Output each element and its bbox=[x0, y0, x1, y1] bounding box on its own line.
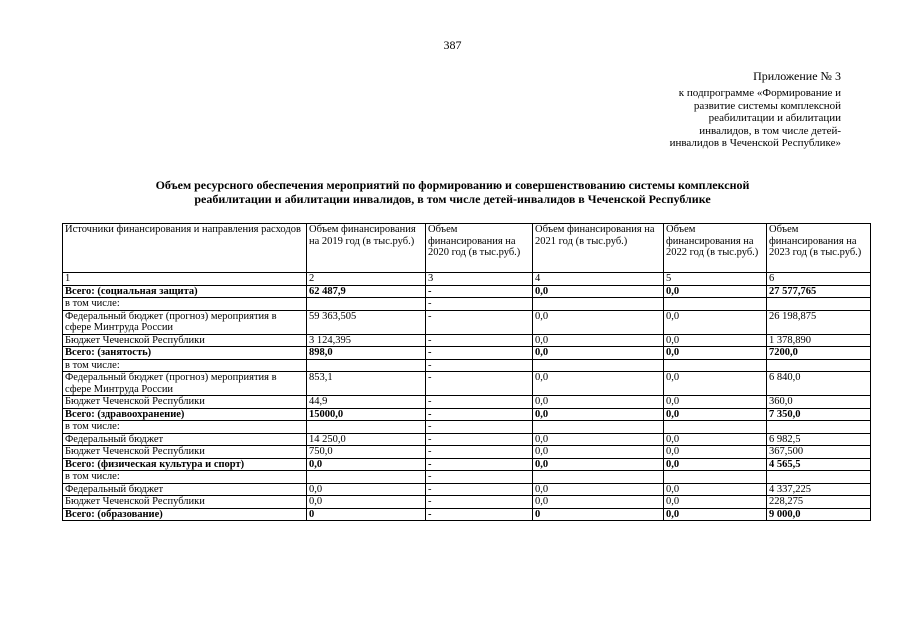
table-header-cell: Объем финансирования на 2020 год (в тыс.руб.) bbox=[426, 224, 533, 273]
value-cell: 59 363,505 bbox=[307, 310, 426, 334]
value-cell bbox=[664, 298, 767, 311]
value-cell: 0,0 bbox=[664, 396, 767, 409]
value-cell: - bbox=[426, 496, 533, 509]
table-row bbox=[63, 408, 871, 421]
value-cell: - bbox=[426, 310, 533, 334]
table-number-row bbox=[63, 273, 871, 286]
value-cell bbox=[767, 359, 871, 372]
value-cell: 0 bbox=[307, 508, 426, 521]
value-cell: - bbox=[426, 483, 533, 496]
value-cell: 228,275 bbox=[767, 496, 871, 509]
appendix-line: реабилитации и абилитации bbox=[708, 112, 841, 124]
appendix-line: развитие системы комплексной bbox=[693, 99, 841, 112]
appendix-line: инвалидов, в том числе детей- bbox=[699, 124, 841, 137]
value-cell: 0,0 bbox=[664, 496, 767, 509]
value-cell: 4 337,225 bbox=[767, 483, 871, 496]
value-cell: 0,0 bbox=[307, 458, 426, 471]
value-cell bbox=[307, 359, 426, 372]
table-row bbox=[63, 396, 871, 409]
appendix-title: Приложение № 3 bbox=[753, 69, 841, 83]
row-label-cell: Федеральный бюджет (прогноз) мероприятия в сфере Минтруда России bbox=[63, 372, 307, 396]
value-cell bbox=[767, 471, 871, 484]
value-cell bbox=[664, 421, 767, 434]
value-cell: 0,0 bbox=[533, 446, 664, 459]
value-cell: 367,500 bbox=[767, 446, 871, 459]
table-header-cell: Объем финансирования на 2021 год (в тыс.руб.) bbox=[533, 224, 664, 273]
row-label-cell: Бюджет Чеченской Республики bbox=[63, 446, 307, 459]
value-cell: - bbox=[426, 458, 533, 471]
row-label-cell: в том числе: bbox=[63, 471, 307, 484]
value-cell bbox=[307, 421, 426, 434]
row-label-cell: Федеральный бюджет bbox=[63, 433, 307, 446]
table-header-row bbox=[63, 224, 871, 273]
value-cell: 0,0 bbox=[664, 433, 767, 446]
value-cell: 0,0 bbox=[307, 496, 426, 509]
value-cell: 14 250,0 bbox=[307, 433, 426, 446]
table-row bbox=[63, 483, 871, 496]
value-cell: 898,0 bbox=[307, 347, 426, 360]
table-row bbox=[63, 285, 871, 298]
table-row bbox=[63, 496, 871, 509]
row-label-cell: в том числе: bbox=[63, 421, 307, 434]
appendix-line: инвалидов в Чеченской Республике» bbox=[669, 137, 841, 149]
value-cell: - bbox=[426, 372, 533, 396]
column-number-cell: 6 bbox=[767, 273, 871, 286]
table-row bbox=[63, 372, 871, 396]
value-cell: 0,0 bbox=[533, 347, 664, 360]
value-cell: 0,0 bbox=[533, 396, 664, 409]
value-cell bbox=[307, 298, 426, 311]
funding-table-body bbox=[63, 224, 871, 521]
value-cell: 3 124,395 bbox=[307, 334, 426, 347]
value-cell bbox=[767, 298, 871, 311]
document-title bbox=[60, 179, 845, 206]
value-cell: 0,0 bbox=[664, 483, 767, 496]
document-title-line: реабилитации и абилитации инвалидов, в том числе детей-инвалидов в Чеченской Республике bbox=[194, 191, 711, 206]
table-row bbox=[63, 446, 871, 459]
value-cell: 853,1 bbox=[307, 372, 426, 396]
value-cell: 0,0 bbox=[533, 285, 664, 298]
value-cell: - bbox=[426, 471, 533, 484]
value-cell: 0,0 bbox=[307, 483, 426, 496]
column-number-cell: 5 bbox=[664, 273, 767, 286]
value-cell: - bbox=[426, 298, 533, 311]
document-title-line: Объем ресурсного обеспечения мероприятий по формированию и совершенствованию системы комплексной bbox=[155, 178, 750, 192]
value-cell bbox=[664, 359, 767, 372]
row-label-cell: Федеральный бюджет bbox=[63, 483, 307, 496]
row-label-cell: Бюджет Чеченской Республики bbox=[63, 396, 307, 409]
row-label-cell: Федеральный бюджет (прогноз) мероприятия в сфере Минтруда России bbox=[63, 310, 307, 334]
table-row bbox=[63, 471, 871, 484]
value-cell: 0,0 bbox=[664, 334, 767, 347]
table-row bbox=[63, 334, 871, 347]
appendix-subtitle bbox=[611, 87, 841, 150]
row-label-cell: Всего: (занятость) bbox=[63, 347, 307, 360]
value-cell: - bbox=[426, 433, 533, 446]
value-cell: 0,0 bbox=[533, 310, 664, 334]
value-cell: 15000,0 bbox=[307, 408, 426, 421]
column-number-cell: 4 bbox=[533, 273, 664, 286]
value-cell: 4 565,5 bbox=[767, 458, 871, 471]
value-cell: 0,0 bbox=[533, 483, 664, 496]
table-row bbox=[63, 421, 871, 434]
value-cell: - bbox=[426, 408, 533, 421]
value-cell: 0,0 bbox=[664, 347, 767, 360]
value-cell: 7 350,0 bbox=[767, 408, 871, 421]
value-cell: 0,0 bbox=[533, 408, 664, 421]
table-row bbox=[63, 310, 871, 334]
value-cell: 62 487,9 bbox=[307, 285, 426, 298]
value-cell: 360,0 bbox=[767, 396, 871, 409]
table-row bbox=[63, 433, 871, 446]
table-row bbox=[63, 347, 871, 360]
row-label-cell: Всего: (физическая культура и спорт) bbox=[63, 458, 307, 471]
row-label-cell: Всего: (здравоохранение) bbox=[63, 408, 307, 421]
value-cell: 0 bbox=[533, 508, 664, 521]
value-cell: 0,0 bbox=[664, 310, 767, 334]
table-header-cell: Объем финансирования на 2023 год (в тыс.руб.) bbox=[767, 224, 871, 273]
value-cell: 0,0 bbox=[664, 372, 767, 396]
value-cell: 0,0 bbox=[533, 433, 664, 446]
value-cell: 0,0 bbox=[664, 408, 767, 421]
value-cell: - bbox=[426, 347, 533, 360]
value-cell: 44,9 bbox=[307, 396, 426, 409]
value-cell: 0,0 bbox=[533, 496, 664, 509]
appendix-line: к подпрограмме «Формирование и bbox=[678, 87, 841, 99]
column-number-cell: 2 bbox=[307, 273, 426, 286]
value-cell: 0,0 bbox=[664, 458, 767, 471]
value-cell: - bbox=[426, 334, 533, 347]
value-cell: 0,0 bbox=[533, 372, 664, 396]
table-header-cell: Объем финансирования на 2019 год (в тыс.руб.) bbox=[307, 224, 426, 273]
row-label-cell: в том числе: bbox=[63, 359, 307, 372]
value-cell: 27 577,765 bbox=[767, 285, 871, 298]
value-cell: 0,0 bbox=[664, 508, 767, 521]
value-cell: 6 982,5 bbox=[767, 433, 871, 446]
value-cell bbox=[767, 421, 871, 434]
value-cell: - bbox=[426, 396, 533, 409]
row-label-cell: в том числе: bbox=[63, 298, 307, 311]
value-cell: 26 198,875 bbox=[767, 310, 871, 334]
value-cell: 0,0 bbox=[533, 334, 664, 347]
value-cell: 750,0 bbox=[307, 446, 426, 459]
row-label-cell: Бюджет Чеченской Республики bbox=[63, 334, 307, 347]
value-cell: 0,0 bbox=[664, 285, 767, 298]
row-label-cell: Всего: (социальная защита) bbox=[63, 285, 307, 298]
value-cell: 7200,0 bbox=[767, 347, 871, 360]
value-cell: - bbox=[426, 359, 533, 372]
table-row bbox=[63, 298, 871, 311]
table-row bbox=[63, 458, 871, 471]
table-header-cell: Объем финансирования на 2022 год (в тыс.руб.) bbox=[664, 224, 767, 273]
value-cell: 0,0 bbox=[664, 446, 767, 459]
value-cell: 1 378,890 bbox=[767, 334, 871, 347]
value-cell bbox=[664, 471, 767, 484]
value-cell: - bbox=[426, 508, 533, 521]
value-cell bbox=[307, 471, 426, 484]
table-row bbox=[63, 508, 871, 521]
value-cell bbox=[533, 471, 664, 484]
page-number: 387 bbox=[443, 38, 462, 52]
value-cell: - bbox=[426, 285, 533, 298]
value-cell: - bbox=[426, 421, 533, 434]
table-header-cell: Источники финансирования и направления расходов bbox=[63, 224, 307, 273]
row-label-cell: Всего: (образование) bbox=[63, 508, 307, 521]
table-row bbox=[63, 359, 871, 372]
value-cell: 6 840,0 bbox=[767, 372, 871, 396]
value-cell: - bbox=[426, 446, 533, 459]
value-cell bbox=[533, 298, 664, 311]
row-label-cell: Бюджет Чеченской Республики bbox=[63, 496, 307, 509]
value-cell bbox=[533, 359, 664, 372]
column-number-cell: 1 bbox=[63, 273, 307, 286]
value-cell bbox=[533, 421, 664, 434]
funding-table bbox=[62, 223, 871, 521]
value-cell: 0,0 bbox=[533, 458, 664, 471]
column-number-cell: 3 bbox=[426, 273, 533, 286]
value-cell: 9 000,0 bbox=[767, 508, 871, 521]
